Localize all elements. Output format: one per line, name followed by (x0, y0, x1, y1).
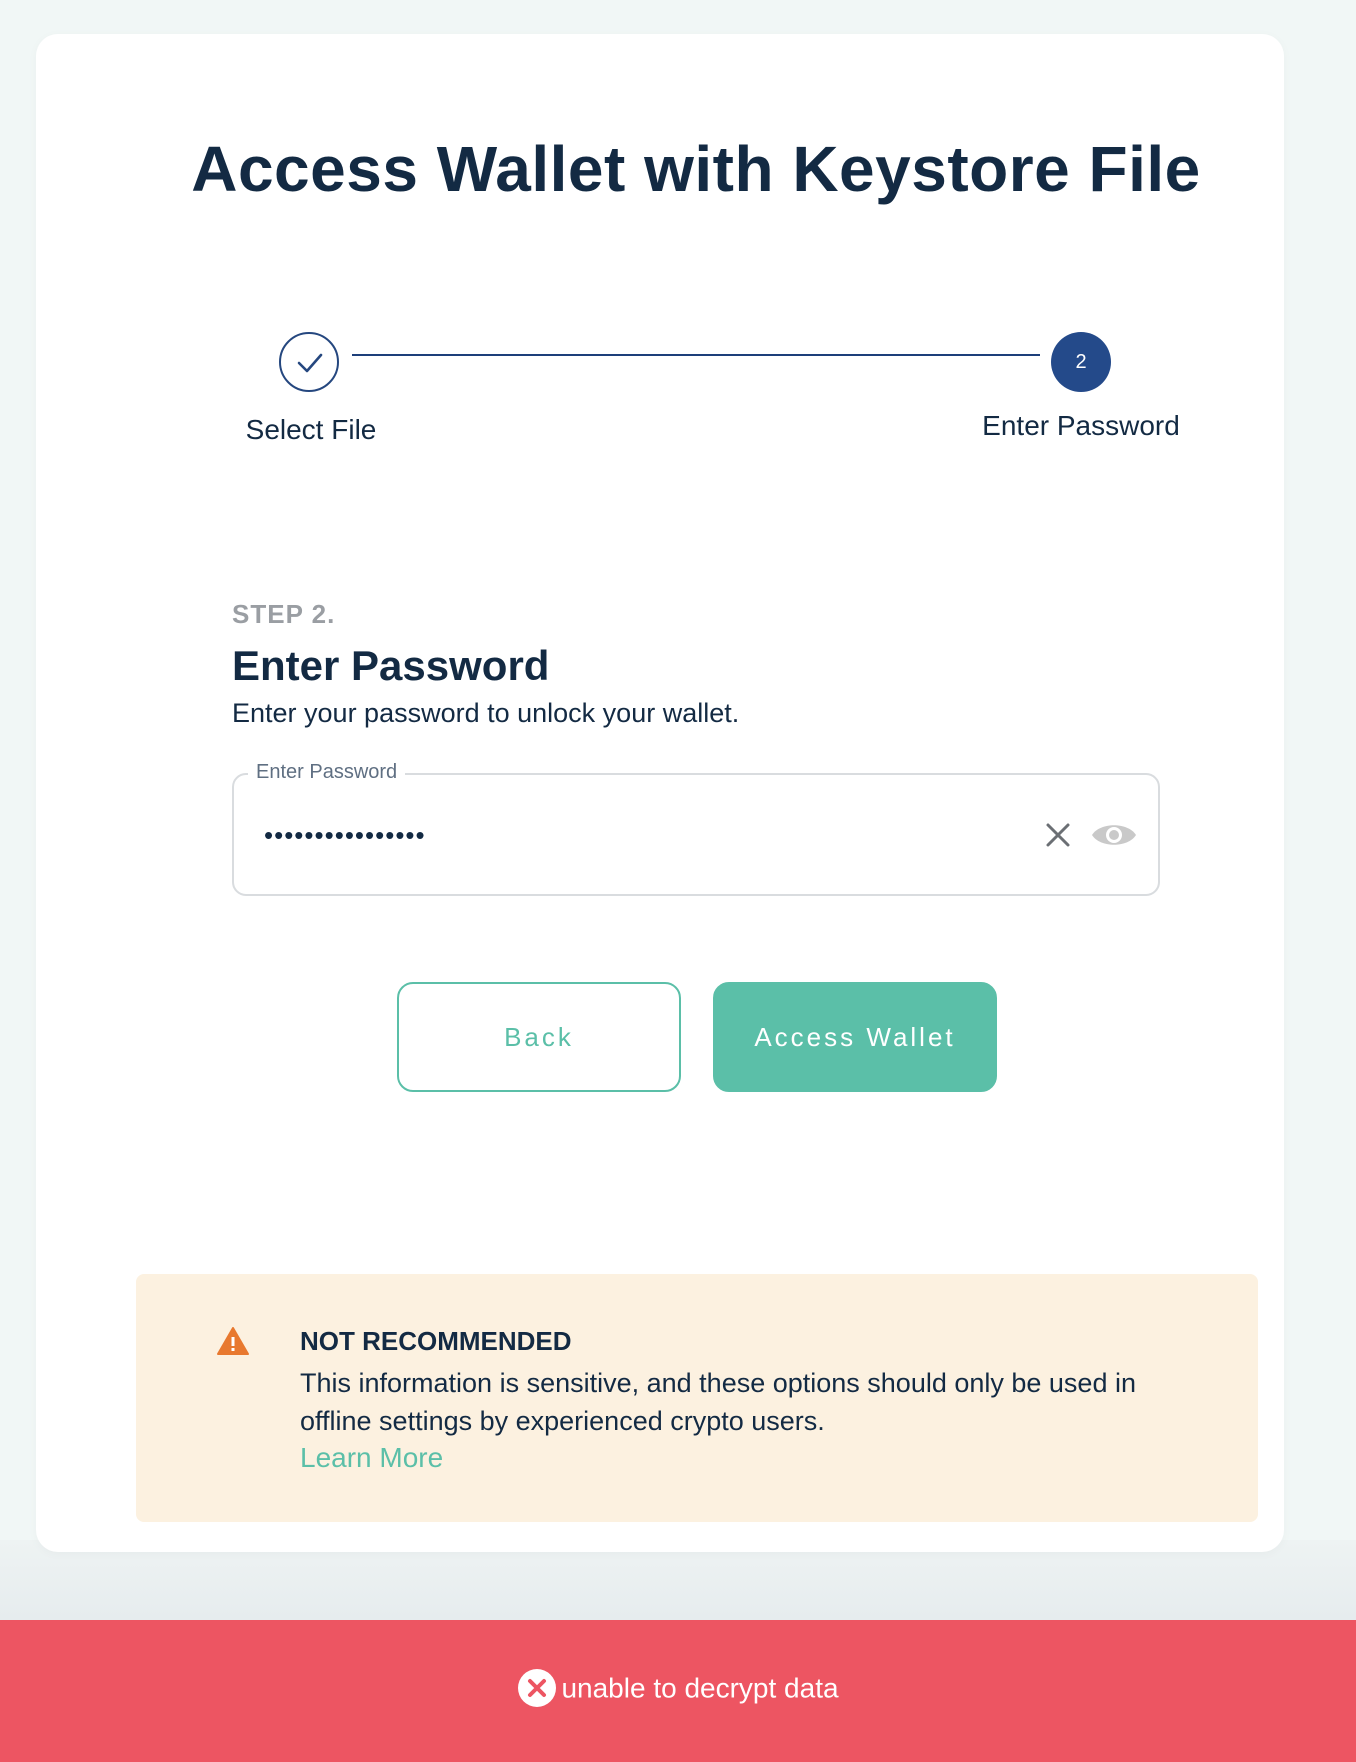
stepper-step-2-circle: 2 (1051, 332, 1111, 392)
eye-icon[interactable] (1090, 819, 1138, 851)
password-input[interactable] (264, 813, 904, 857)
toast-message: unable to decrypt data (561, 1672, 839, 1704)
password-field (232, 761, 1160, 896)
access-wallet-button[interactable]: Access Wallet (713, 982, 997, 1092)
error-x-icon (517, 1668, 557, 1708)
step-description: Enter your password to unlock your wallet. (232, 698, 740, 728)
step-heading: Enter Password (232, 642, 550, 689)
back-button[interactable]: Back (397, 982, 681, 1092)
stepper-step-1-circle (279, 332, 339, 392)
warning-icon (216, 1326, 250, 1356)
stepper-step-2-label: Enter Password (982, 410, 1180, 441)
warning-title: NOT RECOMMENDED (300, 1326, 572, 1356)
check-icon (297, 351, 323, 375)
page-title: Access Wallet with Keystore File (191, 133, 1201, 205)
error-toast (0, 1620, 1356, 1762)
step-number-label: STEP 2. (232, 599, 336, 629)
password-field-label: Enter Password (248, 761, 405, 784)
stepper-connector (352, 354, 1040, 356)
toast-content (0, 1672, 1356, 1708)
not-recommended-warning (136, 1274, 1258, 1522)
access-wallet-card (36, 34, 1284, 1552)
warning-text: This information is sensitive, and these options should only be used in offline settings by experienced crypto users. (300, 1368, 1136, 1436)
page-background-fade (0, 1540, 1356, 1620)
clear-icon[interactable] (1042, 819, 1074, 851)
stepper-step-1-label: Select File (245, 414, 377, 445)
learn-more-link[interactable]: Learn More (300, 1442, 444, 1473)
